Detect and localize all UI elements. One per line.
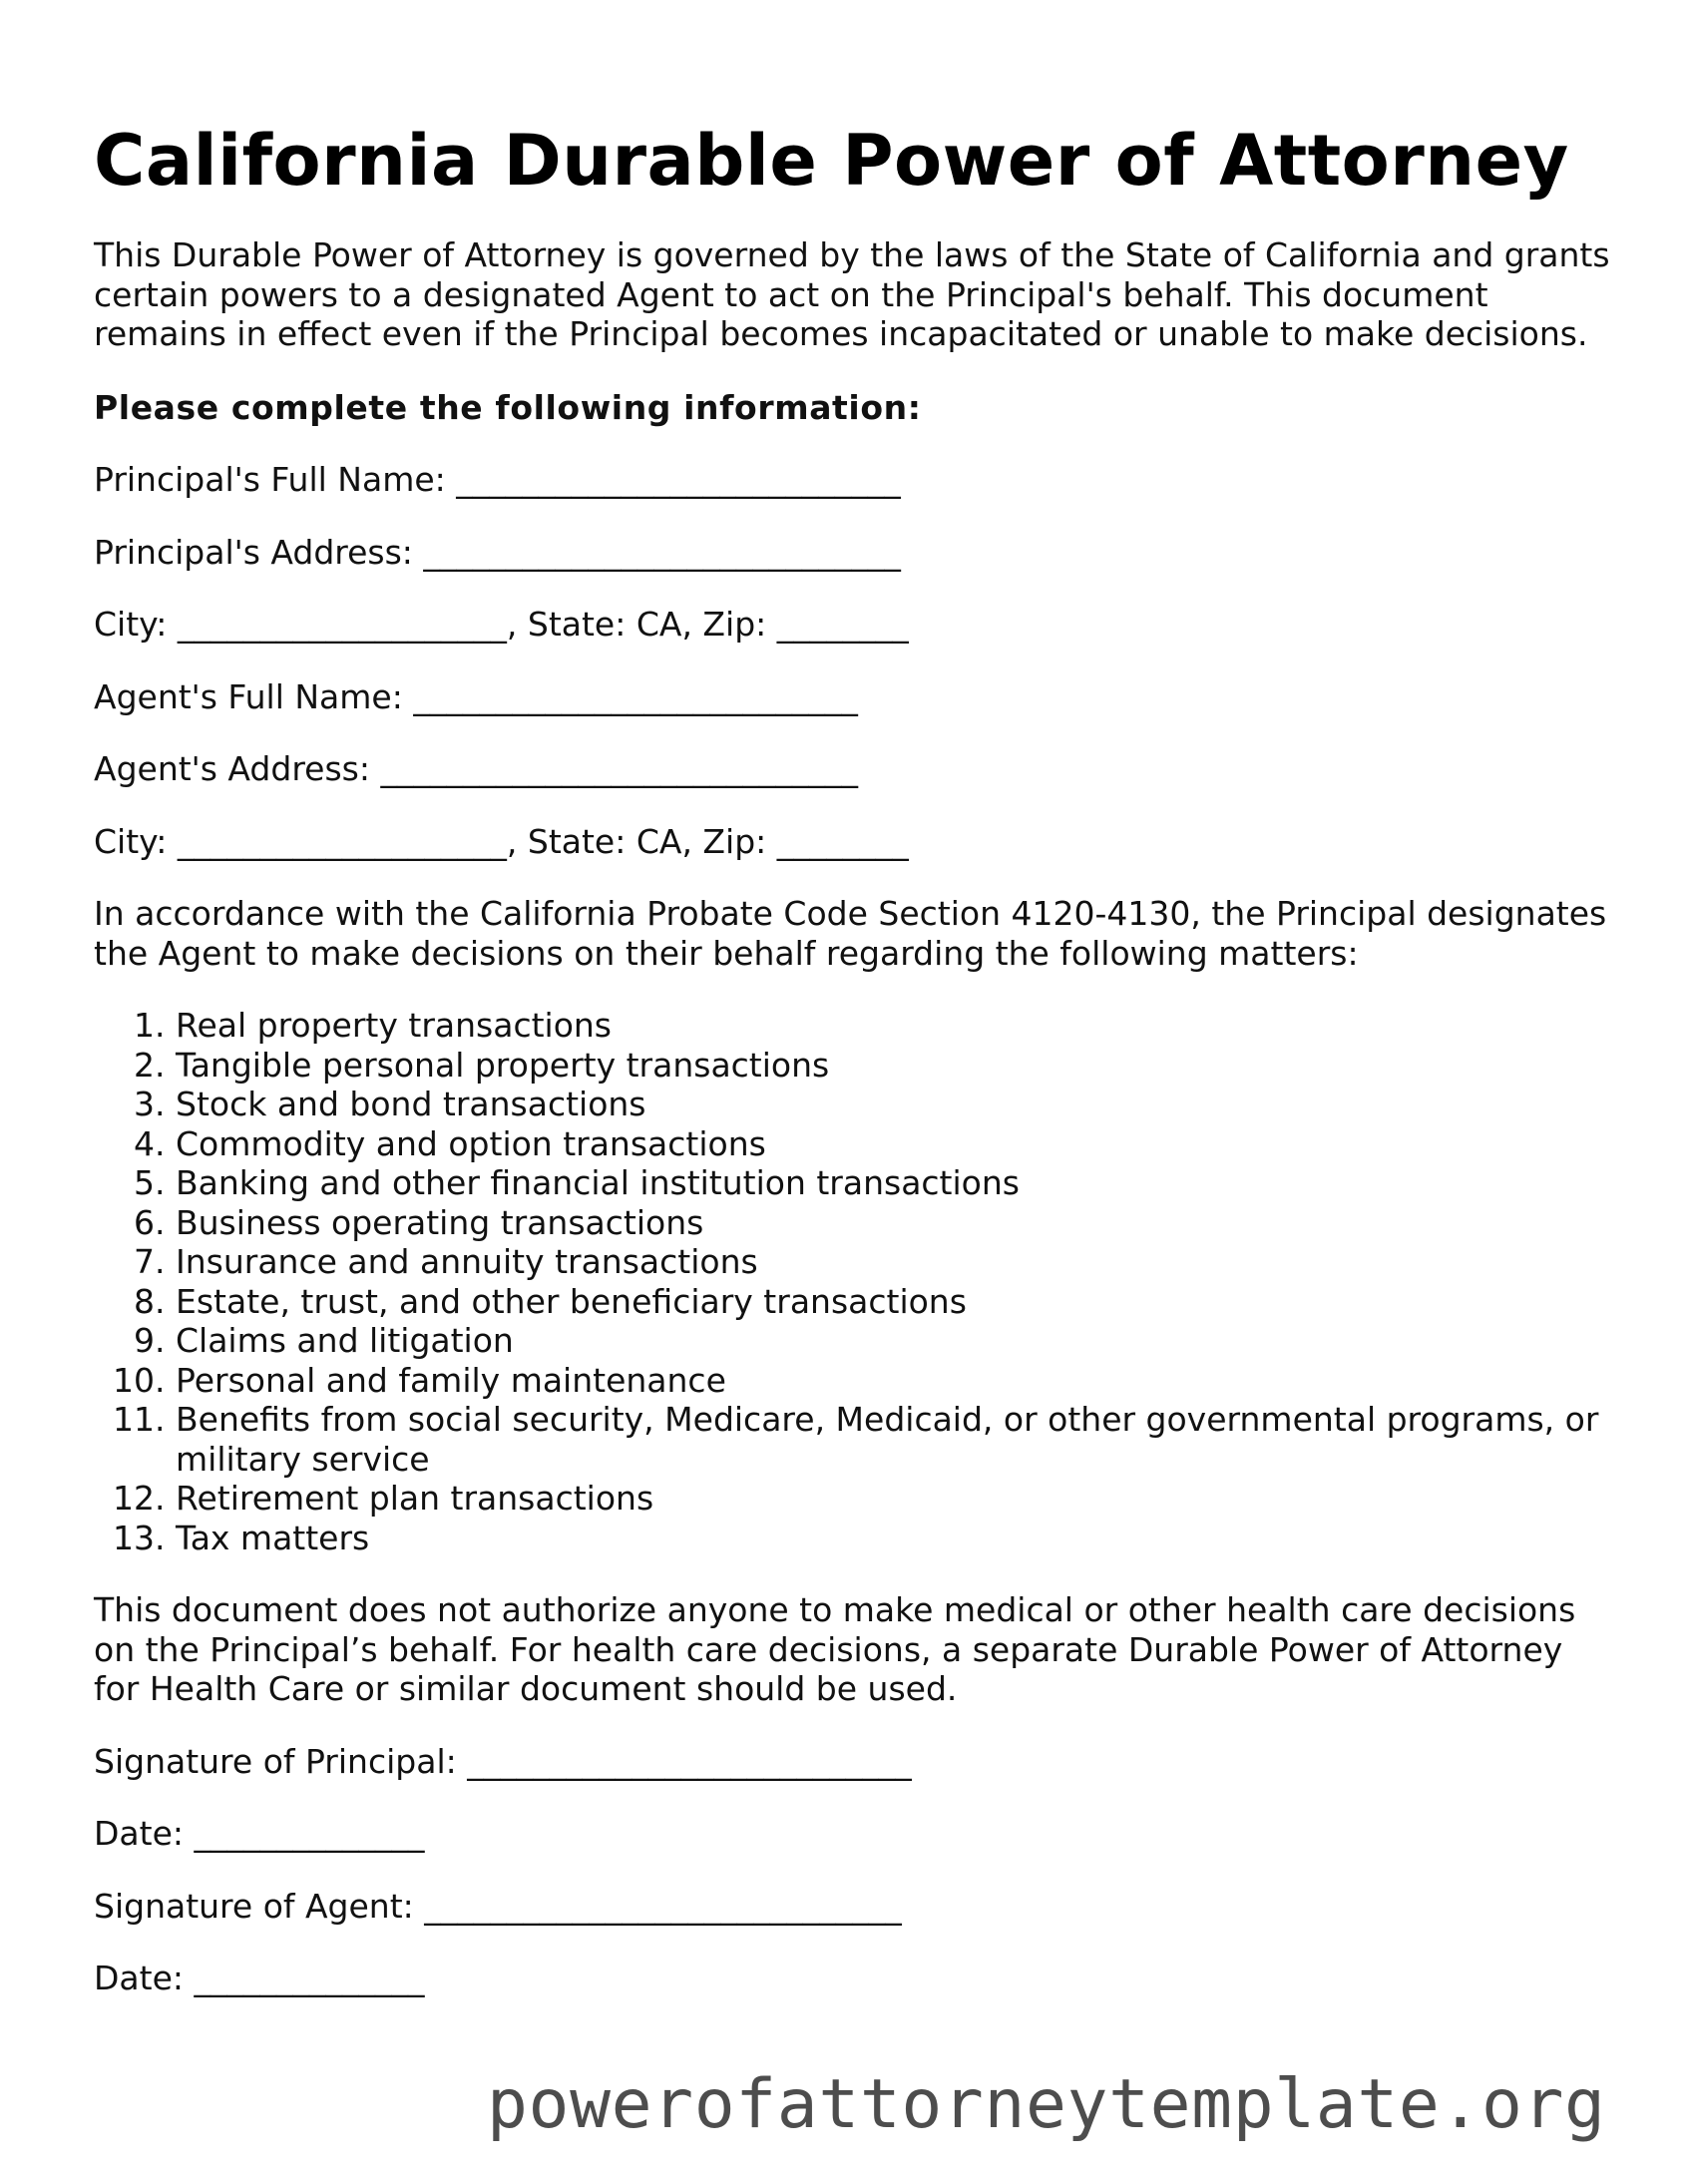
list-item: 10. Personal and family maintenance <box>176 1361 1610 1401</box>
powers-list <box>94 1006 1610 1557</box>
list-item: 11. Benefits from social security, Medicare, Medicaid, or other governmental programs, or military service <box>176 1400 1610 1479</box>
intro-paragraph: This Durable Power of Attorney is governed by the laws of the State of California and grants certain powers to a designated Agent to act on the Principal's behalf. This document remains in effect even if the Principal becomes incapacitated or unable to make decisions. <box>94 235 1610 353</box>
health-care-disclaimer: This document does not authorize anyone to make medical or other health care decisions on the Principal’s behalf. For health care decisions, a separate Durable Power of Attorney for Health Care or similar document should be used. <box>94 1590 1576 1708</box>
site-watermark: powerofattorneytemplate.org <box>487 2065 1606 2144</box>
legal-basis-paragraph: In accordance with the California Probate Code Section 4120-4130, the Principal designates the Agent to make decisions on their behalf regarding the following matters: <box>94 894 1607 973</box>
document-title: California Durable Power of Attorney <box>94 120 1569 202</box>
principal-address-field: Principal's Address: _____________________________ <box>94 532 901 572</box>
list-item: 2. Tangible personal property transactions <box>176 1046 1610 1086</box>
list-item: 7. Insurance and annuity transactions <box>176 1242 1610 1282</box>
agent-signature-line: Signature of Agent: _____________________________ <box>94 1886 902 1926</box>
list-item: 6. Business operating transactions <box>176 1203 1610 1243</box>
list-item: 3. Stock and bond transactions <box>176 1085 1610 1124</box>
principal-name-field: Principal's Full Name: ___________________________ <box>94 460 901 499</box>
list-item: 8. Estate, trust, and other beneficiary transactions <box>176 1282 1610 1322</box>
document-page <box>94 118 1610 1998</box>
list-item: 1. Real property transactions <box>176 1006 1610 1046</box>
list-item: 13. Tax matters <box>176 1519 1610 1558</box>
principal-signature-line: Signature of Principal: ___________________________ <box>94 1741 912 1781</box>
agent-name-field: Agent's Full Name: ___________________________ <box>94 676 858 716</box>
agent-city-state-zip-field: City: ____________________, State: CA, Zip: ________ <box>94 821 909 861</box>
list-item: 12. Retirement plan transactions <box>176 1479 1610 1519</box>
principal-city-state-zip-field: City: ____________________, State: CA, Zip: ________ <box>94 605 909 644</box>
list-item: 9. Claims and litigation <box>176 1321 1610 1361</box>
list-item: 4. Commodity and option transactions <box>176 1124 1610 1164</box>
principal-date-line: Date: ______________ <box>94 1814 425 1853</box>
agent-address-field: Agent's Address: _____________________________ <box>94 749 858 788</box>
list-item: 5. Banking and other financial institution transactions <box>176 1163 1610 1203</box>
instruction-heading: Please complete the following information: <box>94 387 922 427</box>
agent-date-line: Date: ______________ <box>94 1959 425 1997</box>
